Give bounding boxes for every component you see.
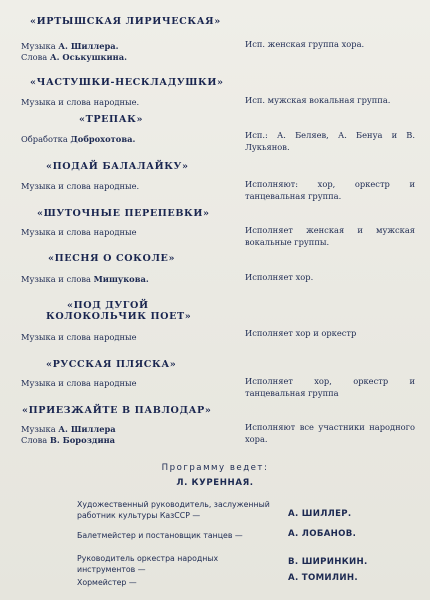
credit-label: Слова bbox=[21, 435, 50, 445]
credit-label: Музыка и слова народные bbox=[21, 378, 137, 388]
credit-name: Мишукова. bbox=[93, 274, 149, 284]
credit-label: Обработка bbox=[21, 134, 71, 144]
song-title: «РУССКАЯ ПЛЯСКА» bbox=[46, 359, 177, 370]
host-heading: Программу ведет: bbox=[161, 463, 269, 473]
song-title: «ТРЕПАК» bbox=[79, 114, 144, 125]
credit-name: А. Шиллера bbox=[58, 424, 116, 434]
song-title: «ИРТЫШСКАЯ ЛИРИЧЕСКАЯ» bbox=[30, 16, 221, 27]
credit-label: Музыка и слова народные. bbox=[21, 97, 140, 107]
staff-name: А. ТОМИЛИН. bbox=[288, 573, 358, 583]
credit-name: А. Шиллера. bbox=[58, 41, 119, 51]
credit-label: Музыка и слова народные bbox=[21, 227, 137, 237]
credit-label: Музыка и слова народные. bbox=[21, 181, 140, 191]
credit-name: А. Оськушкина. bbox=[49, 52, 128, 62]
song-credit bbox=[21, 378, 137, 389]
song-credit bbox=[21, 227, 137, 238]
staff-name: А. ЛОБАНОВ. bbox=[288, 529, 357, 539]
credit-name: В. Бороздина bbox=[49, 435, 116, 445]
credit-label: Слова bbox=[21, 52, 50, 62]
song-credit bbox=[21, 181, 139, 192]
credit-label: Музыка bbox=[21, 41, 59, 51]
song-title: «ШУТОЧНЫЕ ПЕРЕПЕВКИ» bbox=[37, 208, 210, 219]
song-credit bbox=[21, 97, 139, 108]
song-title: «ПЕСНЯ О СОКОЛЕ» bbox=[48, 253, 176, 264]
staff-role: Художественный руководитель, заслуженный работник культуры КазССР — bbox=[77, 500, 270, 520]
credit-label: Музыка и слова народные bbox=[21, 332, 137, 342]
song-performer: Исполняет хор и оркестр bbox=[245, 328, 357, 338]
song-performer: Исполняет женская и мужская вокальные группы. bbox=[245, 225, 415, 247]
song-performer: Исп. женская группа хора. bbox=[245, 39, 365, 49]
song-credit bbox=[21, 332, 137, 343]
song-performer: Исполняют: хор, оркестр и танцевальная группа. bbox=[245, 179, 415, 201]
staff-role: Хормейстер — bbox=[77, 578, 137, 587]
staff-role: Балетмейстер и постановщик танцев — bbox=[77, 531, 243, 540]
song-performer: Исп.: А. Беляев, А. Бенуа и В. Лукьянов. bbox=[245, 130, 415, 152]
staff-name: А. ШИЛЛЕР. bbox=[288, 509, 352, 519]
song-title: «ЧАСТУШКИ-НЕСКЛАДУШКИ» bbox=[30, 77, 224, 88]
credit-label: Музыка bbox=[21, 424, 59, 434]
song-performer: Исполняет хор. bbox=[245, 272, 314, 282]
song-title-line2: КОЛОКОЛЬЧИК ПОЕТ» bbox=[46, 311, 192, 322]
credit-name: Доброхотова. bbox=[70, 134, 136, 144]
song-title: «ПРИЕЗЖАЙТЕ В ПАВЛОДАР» bbox=[22, 405, 212, 416]
song-title: «ПОДАЙ БАЛАЛАЙКУ» bbox=[46, 161, 189, 172]
staff-role: Руководитель оркестра народных инструментов — bbox=[77, 554, 219, 574]
credit-label: Музыка и слова bbox=[21, 274, 94, 284]
song-performer: Исп. мужская вокальная группа. bbox=[245, 95, 391, 105]
song-credit bbox=[21, 41, 127, 63]
staff-name: В. ШИРИНКИН. bbox=[288, 557, 368, 567]
song-title: «ПОД ДУГОЙ bbox=[67, 300, 149, 311]
song-credit bbox=[21, 134, 135, 145]
song-credit bbox=[21, 274, 149, 285]
song-performer: Исполняет хор, оркестр и танцевальная группа bbox=[245, 376, 415, 398]
song-credit bbox=[21, 424, 116, 446]
host-name: Л. КУРЕННАЯ. bbox=[176, 478, 254, 488]
song-performer: Исполняют все участники народного хора. bbox=[245, 422, 415, 444]
